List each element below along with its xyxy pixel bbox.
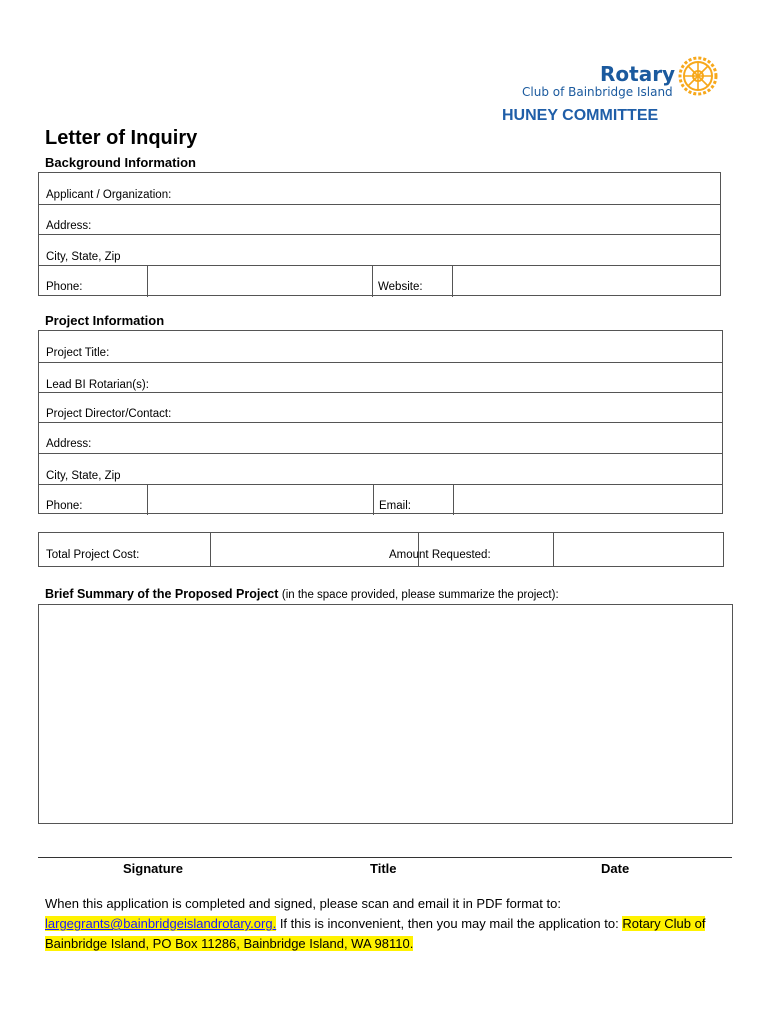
website-label: Website:: [378, 281, 423, 293]
document-title: Letter of Inquiry: [45, 127, 198, 149]
title-label: Title: [370, 861, 397, 876]
project-city-label: City, State, Zip: [46, 470, 121, 482]
cost-table: [38, 532, 724, 567]
signature-label: Signature: [123, 861, 183, 876]
email-link[interactable]: largegrants@bainbridgeislandrotary.org.: [45, 916, 277, 931]
summary-heading: [45, 587, 559, 601]
project-title-label: Project Title:: [46, 347, 110, 359]
divider: [373, 485, 374, 515]
background-table: [38, 172, 721, 296]
phone-label: Phone:: [46, 281, 83, 293]
amount-requested-label: Amount Requested:: [389, 549, 491, 561]
lead-rotarian-row[interactable]: [39, 362, 722, 393]
lead-rotarian-label: Lead BI Rotarian(s):: [46, 379, 149, 391]
phone-email-row: [39, 484, 722, 515]
total-cost-label: Total Project Cost:: [46, 549, 140, 561]
project-title-row[interactable]: [39, 331, 722, 362]
instructions-mid: If this is inconvenient, then you may mail the application to:: [276, 916, 623, 931]
date-label: Date: [601, 861, 630, 876]
phone-website-row: [39, 265, 720, 297]
email-field[interactable]: [454, 485, 723, 515]
applicant-label: Applicant / Organization:: [46, 189, 172, 201]
project-heading: Project Information: [45, 313, 165, 328]
summary-title: Brief Summary of the Proposed Project: [45, 587, 279, 601]
mailing-address: Rotary Club of Bainbridge Island, PO Box 11286, Bainbridge Island, WA 98110.: [45, 916, 706, 951]
total-cost-field[interactable]: [211, 533, 418, 566]
background-heading: Background Information: [45, 155, 196, 170]
summary-note: (in the space provided, please summarize the project):: [281, 589, 559, 601]
amount-requested-field[interactable]: [554, 533, 723, 566]
director-label: Project Director/Contact:: [46, 408, 172, 420]
logo-wordmark: Rotary: [600, 62, 676, 86]
address-label: Address:: [46, 220, 92, 232]
city-label: City, State, Zip: [46, 251, 121, 263]
signature-line[interactable]: [38, 857, 732, 858]
city-row[interactable]: [39, 234, 720, 266]
project-phone-label: Phone:: [46, 500, 83, 512]
address-row[interactable]: [39, 204, 720, 235]
director-row[interactable]: [39, 392, 722, 423]
email-label: Email:: [379, 500, 411, 512]
submission-instructions: [45, 894, 715, 954]
applicant-row[interactable]: [39, 173, 720, 204]
project-phone-field[interactable]: [148, 485, 373, 515]
summary-textarea[interactable]: [38, 604, 733, 824]
divider: [372, 266, 373, 297]
phone-field[interactable]: [148, 266, 372, 297]
logo-subtitle: Club of Bainbridge Island: [522, 85, 673, 99]
instructions-text: When this application is completed and signed, please scan and email it in PDF format to:: [45, 896, 561, 911]
project-table: [38, 330, 723, 514]
committee-name: HUNEY COMMITTEE: [502, 107, 659, 124]
rotary-wheel-icon: [677, 55, 719, 97]
project-address-row[interactable]: [39, 422, 722, 454]
project-address-label: Address:: [46, 438, 92, 450]
project-city-row[interactable]: [39, 453, 722, 485]
website-field[interactable]: [453, 266, 721, 297]
